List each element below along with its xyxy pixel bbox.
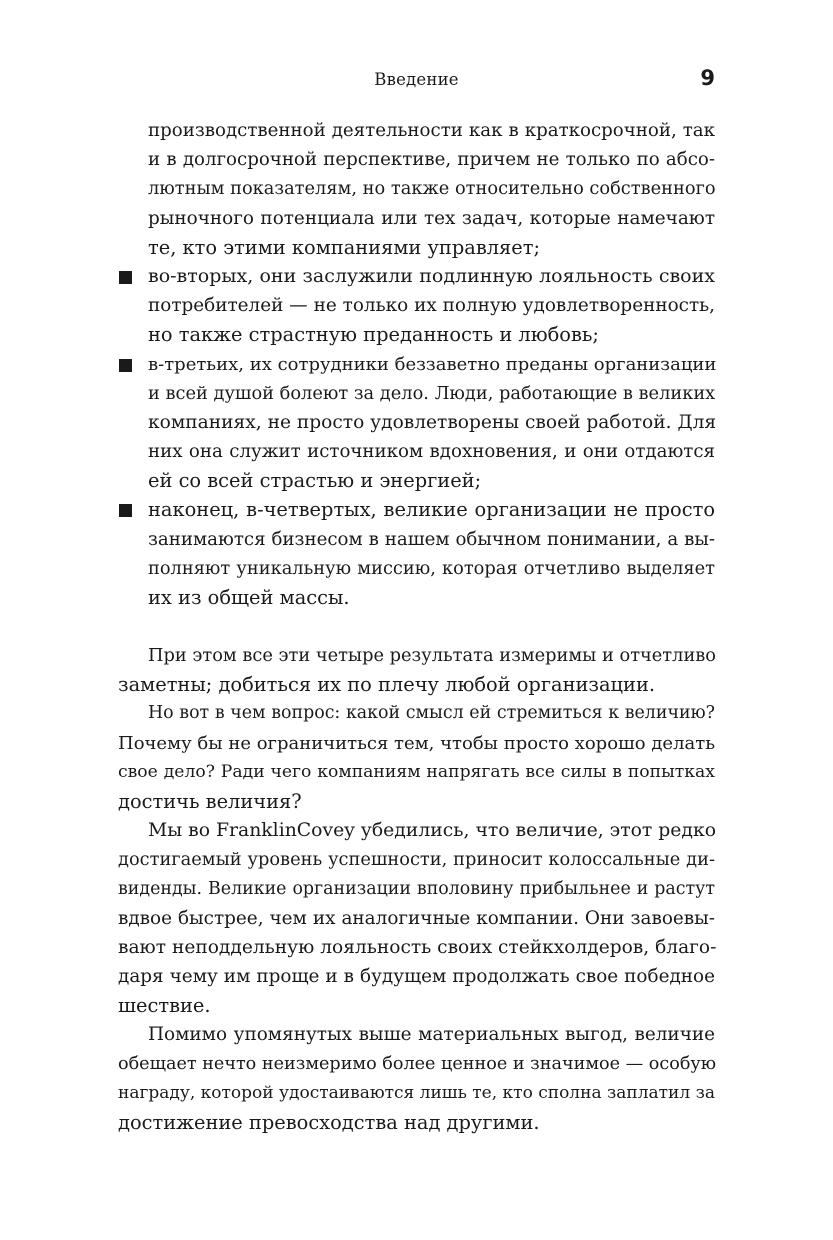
text-line: обещает нечто неизмеримо более ценное и значимое — особую [118, 1053, 717, 1074]
text-line: достижение превосходства над другими. [118, 1111, 540, 1134]
text-line: них она служит источником вдохновения, и они отдаются [148, 441, 715, 463]
paragraph [118, 1020, 715, 1137]
square-bullet-icon [119, 359, 132, 372]
text-line: достичь величия? [118, 789, 302, 813]
text-line: лютным показателям, но также относительно собственного [148, 178, 716, 200]
text-line: Мы во FranklinCovey убедились, что величие, этот редко [148, 820, 716, 842]
text-line: свое дело? Ради чего компаниям напрягать все силы в попытках [118, 761, 715, 782]
text-line: но также страстную преданность и любовь; [148, 323, 599, 347]
paragraph [118, 641, 715, 699]
text-line: Помимо упомянутых выше материальных выгод, величие [148, 1024, 715, 1046]
text-line: шествие. [118, 994, 211, 1018]
text-line: ей со всей страстью и энергией; [148, 469, 482, 493]
text-line: те, кто этими компаниями управляет; [148, 235, 541, 259]
text-line: полняют уникальную миссию, которая отчетливо выделяет [148, 557, 715, 579]
text-line: заметны; добиться их по плечу любой организации. [118, 673, 656, 697]
text-line: наконец, в-четвертых, великие организации не просто [148, 498, 715, 522]
text-line: потребителей — не только их полную удовлетворенность, [148, 295, 715, 317]
text-line: в-третьих, их сотрудники беззаветно преданы организации [148, 353, 717, 375]
text-line: и всей душой болеют за дело. Люди, работающие в великих [148, 382, 716, 404]
paragraph [118, 816, 715, 1020]
text-line: вают неподдельную лояльность своих стейкхолдеров, благо- [118, 936, 717, 958]
text-line: и в долгосрочной перспективе, причем не только по абсо- [148, 149, 715, 171]
section-title: Введение [374, 70, 459, 89]
square-bullet-icon [119, 271, 132, 284]
text-line: их из общей массы. [148, 586, 350, 609]
text-line: во-вторых, они заслужили подлинную лояльность своих [148, 264, 715, 287]
text-line: Почему бы не ограничиться тем, чтобы просто хорошо делать [118, 732, 715, 754]
text-line: При этом все эти четыре результата измеримы и отчетливо [148, 645, 717, 666]
body-text [118, 641, 715, 1137]
text-line: даря чему им проще и в будущем продолжать свое победное [118, 966, 715, 988]
text-line: компаниях, не просто удовлетворены своей работой. Для [148, 411, 717, 433]
text-line: награду, которой удостаиваются лишь те, кто сполна заплатил за [118, 1082, 715, 1103]
running-head [118, 66, 715, 94]
list-item [118, 350, 715, 496]
text-line: занимаются бизнесом в нашем обычном понимании, а вы- [148, 528, 715, 550]
text-line: достигаемый уровень успешности, приносит колоссальные ди- [118, 849, 715, 871]
paragraph [118, 699, 715, 816]
text-line: производственной деятельности как в краткосрочной, так [148, 120, 715, 141]
list-item-continuation [118, 116, 715, 262]
square-bullet-icon [119, 504, 132, 517]
text-line: Но вот в чем вопрос: какой смысл ей стремиться к величию? [148, 703, 715, 724]
list-item [118, 262, 715, 350]
bullet-list [118, 116, 715, 612]
text-line: виденды. Великие организации вполовину прибыльнее и растут [118, 878, 715, 899]
text-line: рыночного потенциала или тех задач, которые намечают [148, 207, 715, 229]
text-line: вдвое быстрее, чем их аналогичные компании. Они завоевы- [118, 907, 715, 929]
list-item [118, 495, 715, 612]
page-number: 9 [700, 66, 715, 90]
